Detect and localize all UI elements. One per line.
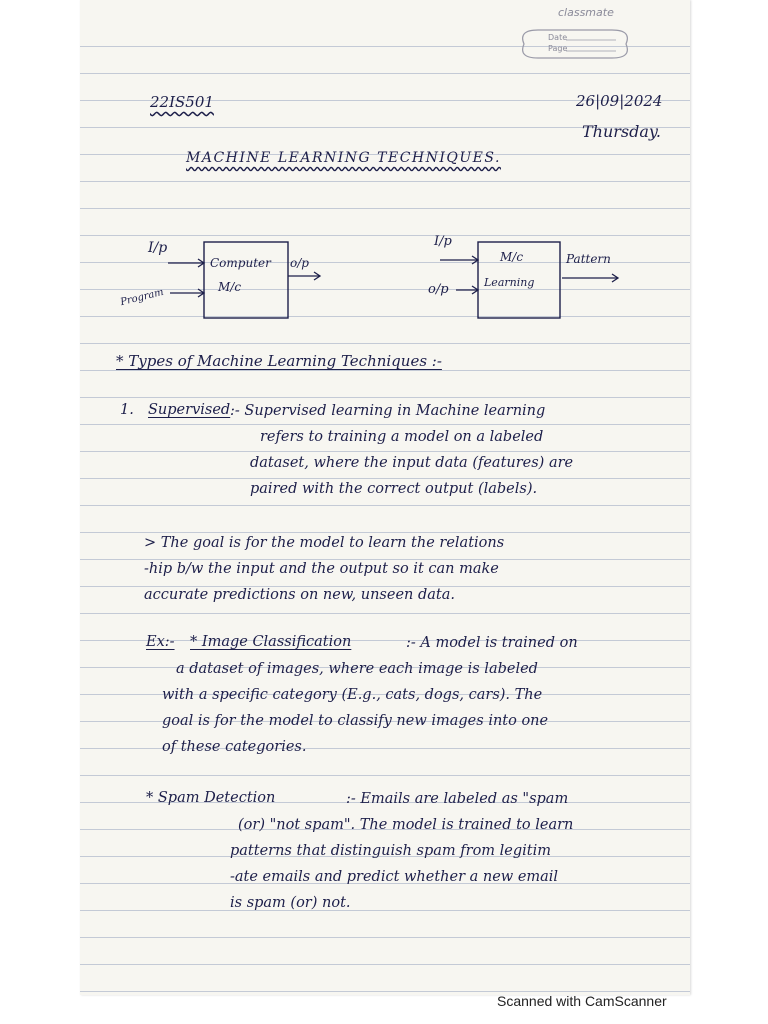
supervised-line-4: paired with the correct output (labels). <box>250 481 538 497</box>
spam-line-1: :- Emails are labeled as "spam <box>346 791 569 807</box>
course-code: 22IS501 <box>150 93 214 111</box>
spam-first <box>346 786 568 812</box>
supervised-line-1: :- Supervised learning in Machine learning <box>230 403 546 419</box>
spam-detection-term: * Spam Detection <box>146 790 276 806</box>
example-prefix: Ex:- <box>146 634 175 650</box>
page-label: Page <box>548 44 568 53</box>
output-label: o/p <box>290 256 309 270</box>
supervised-number: 1. <box>120 402 134 418</box>
image-classification-first <box>406 630 578 656</box>
goal-line-2: -hip b/w the input and the output so it can make <box>144 561 499 577</box>
goal-line-1: > The goal is for the model to learn the relations <box>144 535 505 551</box>
pattern-label: Pattern <box>566 252 611 266</box>
supervised-continuation <box>250 424 573 502</box>
notebook-page <box>80 0 690 995</box>
date-text: 26|09|2024 <box>576 92 663 110</box>
box-label-computer: Computer <box>210 256 271 270</box>
scanner-watermark: Scanned with CamScanner <box>497 993 667 1009</box>
image-line-4: goal is for the model to classify new images into one <box>162 713 549 729</box>
section-heading: * Types of Machine Learning Techniques :- <box>116 352 442 370</box>
image-classification-term: * Image Classification <box>190 634 352 650</box>
image-line-3: with a specific category (E.g., cats, dogs, cars). The <box>162 687 543 703</box>
image-line-2: a dataset of images, where each image is labeled <box>176 661 538 677</box>
spam-line-2: (or) "not spam". The model is trained to learn <box>238 817 574 833</box>
image-classification-body <box>162 656 548 760</box>
spam-line-3: patterns that distinguish spam from legitim <box>230 843 552 859</box>
image-line-5: of these categories. <box>162 739 307 755</box>
goal-paragraph <box>144 530 504 608</box>
brand-logo: classmate <box>558 6 614 19</box>
date-page-stamp <box>516 24 634 64</box>
program-label: Program <box>119 286 165 309</box>
ml-output-in-label: o/p <box>428 282 449 297</box>
page-title: MACHINE LEARNING TECHNIQUES. <box>186 150 501 166</box>
image-line-1: :- A model is trained on <box>406 635 578 651</box>
spam-line-5: is spam (or) not. <box>230 895 351 911</box>
supervised-line-2: refers to training a model on a labeled <box>260 429 544 445</box>
box-label-mc-2: M/c <box>500 250 524 264</box>
machine-learning-diagram <box>420 232 650 324</box>
goal-line-3: accurate predictions on new, unseen data. <box>144 587 455 603</box>
date-label: Date <box>548 33 568 42</box>
box-label-learning: Learning <box>484 276 535 289</box>
supervised-term: Supervised <box>148 402 231 418</box>
spam-body <box>230 812 573 916</box>
input-label: I/p <box>148 240 168 256</box>
computer-machine-diagram <box>120 236 340 326</box>
spam-line-4: -ate emails and predict whether a new email <box>230 869 559 885</box>
box-label-mc: M/c <box>218 280 242 294</box>
stamp-frame-icon <box>516 24 634 64</box>
supervised-line-3: dataset, where the input data (features) are <box>250 455 574 471</box>
ml-diagram-shapes <box>420 232 650 324</box>
supervised-definition <box>230 398 545 424</box>
day-text: Thursday. <box>582 122 661 141</box>
ml-input-label: I/p <box>434 234 452 249</box>
